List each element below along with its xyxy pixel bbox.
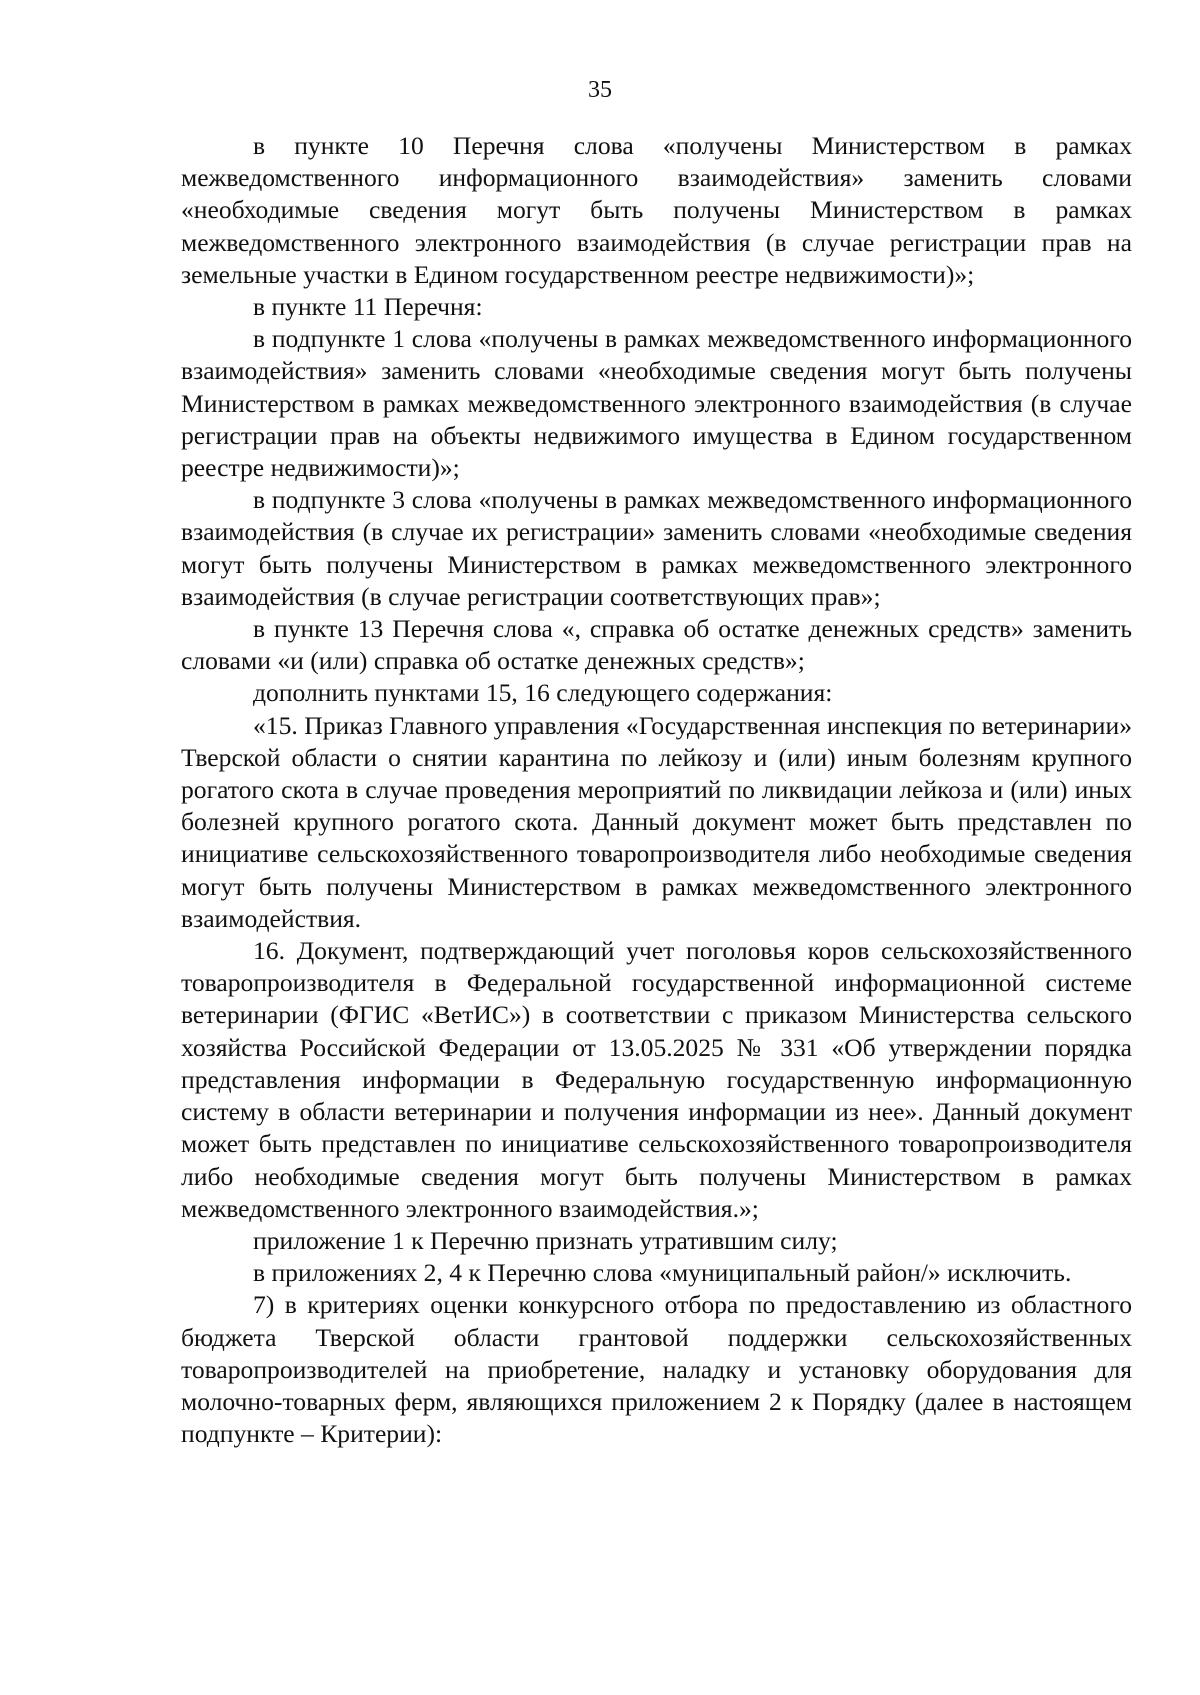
paragraph-new-item-16: 16. Документ, подтверждающий учет поголовья коров сельскохозяйственного товаропроизводителя в Федеральной государственной информационной системе ветеринарии (ФГИС «ВетИС») в соответствии с приказом Министерства сельского хозяйства Российской Федерации от 13.05.2025 № 331 «Об утверждении порядка представления информации в Федеральную государственную информационную систему в области ветеринарии и получения информации из нее». Данный документ может быть представлен по инициативе сельскохозяйственного товаропроизводителя либо необходимые сведения могут быть получены Министерством в рамках межведомственного электронного взаимодействия.»; bbox=[181, 936, 1132, 1223]
paragraph-new-item-15: «15. Приказ Главного управления «Государственная инспекция по ветеринарии» Тверской области о снятии карантина по лейкозу и (или) иным болезням крупного рогатого скота в случае проведения мероприятий по ликвидации лейкоза и (или) иных болезней крупного рогатого скота. Данный документ может быть представлен по инициативе сельскохозяйственного товаропроизводителя либо необходимые сведения могут быть получены Министерством в рамках межведомственного электронного взаимодействия. bbox=[181, 710, 1132, 933]
page-number: 35 bbox=[588, 77, 612, 103]
paragraph-add-items-intro: дополнить пунктами 15, 16 следующего содержания: bbox=[253, 678, 833, 708]
paragraph-annex-1-void: приложение 1 к Перечню признать утратившим силу; bbox=[253, 1225, 838, 1255]
paragraph-annexes-2-4-amendment: в приложениях 2, 4 к Перечню слова «муниципальный район/» исключить. bbox=[253, 1258, 1072, 1288]
paragraph-criteria-item-7: 7) в критериях оценки конкурсного отбора по предоставлению из областного бюджета Тверской области грантовой поддержки сельскохозяйственных товаропроизводителей на приобретение, наладку и установку оборудования для молочно-товарных ферм, являющихся приложением 2 к Порядку (далее в настоящем подпункте – Критерии): bbox=[181, 1290, 1132, 1449]
paragraph-item-10-amendment: в пункте 10 Перечня слова «получены Министерством в рамках межведомственного информационного взаимодействия» заменить словами «необходимые сведения могут быть получены Министерством в рамках межведомственного электронного взаимодействия (в случае регистрации прав на земельные участки в Едином государственном реестре недвижимости)»; bbox=[181, 131, 1132, 289]
paragraph-subitem-3-amendment: в подпункте 3 слова «получены в рамках межведомственного информационного взаимодействия (в случае их регистрации» заменить словами «необходимые сведения могут быть получены Министерством в рамках межведомственного электронного взаимодействия (в случае регистрации соответствующих прав»; bbox=[181, 485, 1132, 611]
paragraph-item-13-amendment: в пункте 13 Перечня слова «, справка об остатке денежных средств» заменить словами «и (или) справка об остатке денежных средств»; bbox=[181, 614, 1132, 676]
paragraph-subitem-1-amendment: в подпункте 1 слова «получены в рамках межведомственного информационного взаимодействия» заменить словами «необходимые сведения могут быть получены Министерством в рамках межведомственного электронного взаимодействия (в случае регистрации прав на объекты недвижимого имущества в Едином государственном реестре недвижимости)»; bbox=[181, 324, 1132, 483]
document-body bbox=[181, 130, 1132, 1450]
paragraph-item-11-intro: в пункте 11 Перечня: bbox=[253, 292, 483, 322]
